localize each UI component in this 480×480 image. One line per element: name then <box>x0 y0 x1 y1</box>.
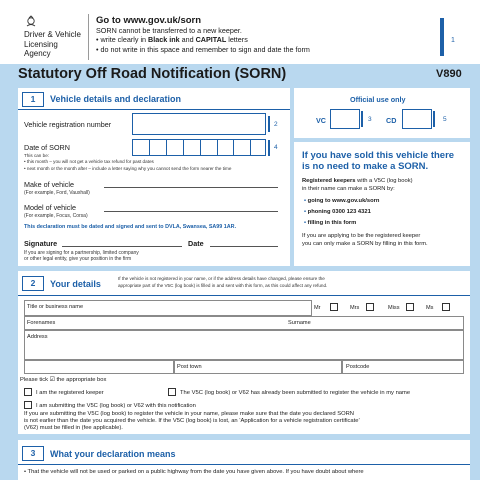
header-line: SORN cannot be transferred to a new keeper. <box>96 26 242 35</box>
company-note: If you are signing for a partnership, limited company <box>24 250 139 256</box>
mr-label: Mr <box>314 305 321 311</box>
bullet-dot-icon: • <box>304 198 307 204</box>
signature-input-line[interactable] <box>62 246 182 247</box>
section1-title: Vehicle details and declaration <box>50 94 182 104</box>
section2-number: 2 <box>22 276 44 291</box>
already-submitted-label: The V5C (log book) or V62 has already been submitted to register the vehicle in my name <box>180 390 411 396</box>
section1-rule <box>18 109 290 110</box>
post-town-label: Post town <box>177 364 202 370</box>
form-code: V890 <box>436 68 462 80</box>
agency-line: Driver & Vehicle <box>24 30 81 39</box>
sold-paragraph: in their name can make a SORN by: <box>302 186 395 192</box>
declaration-note: This declaration must be dated and signed and sent to DVLA, Swansea, SA99 1AR. <box>24 224 237 230</box>
section2-paragraph: is not earlier than the date you acquired the vehicle. If the V5C (log book) is lost, an ‘Application for a vehicle registration certificate’ <box>24 418 360 424</box>
cd-box-number: 5 <box>443 116 447 123</box>
model-label: Model of vehicle <box>24 203 76 212</box>
bullet-text: • write clearly in <box>96 35 149 45</box>
sold-option-online <box>304 198 379 204</box>
agency-line: Agency <box>24 49 51 58</box>
date-label-2: Date <box>188 239 204 248</box>
bullet-text: and <box>179 35 196 45</box>
section2-paragraph: If you are submitting the V5C (log book) to register the vehicle in your name, please make sure that the date you declared SORN <box>24 411 354 417</box>
registered-keeper-label: I am the registered keeper <box>36 390 104 396</box>
cd-box-marker <box>433 111 435 127</box>
section1-number: 1 <box>22 92 44 107</box>
make-example: (For example, Ford, Vauxhall) <box>24 190 90 196</box>
form-title: Statutory Off Road Notification (SORN) <box>18 66 287 82</box>
signature-label: Signature <box>24 239 58 248</box>
mrs-label: Mrs <box>350 305 360 311</box>
section2-paragraph: (V62) must be filled in (fee applicable). <box>24 425 123 431</box>
cd-box <box>402 109 432 129</box>
model-example: (For example, Focus, Corsa) <box>24 213 88 219</box>
address-label: Address <box>27 334 48 340</box>
cd-label: CD <box>386 116 397 125</box>
bullet-dot-icon: • <box>304 220 307 226</box>
reg-label: Vehicle registration number <box>24 120 112 129</box>
date-cell-divider <box>149 140 150 155</box>
reg-box-number: 2 <box>274 121 278 128</box>
date-option: • this month – you will not get a vehicle tax refund for past dates <box>24 159 154 164</box>
date-cell-divider <box>183 140 184 155</box>
section2-rule <box>18 295 470 296</box>
header-heading: Go to www.gov.uk/sorn <box>96 15 202 26</box>
reg-box-marker <box>268 116 270 132</box>
vc-box <box>330 109 360 129</box>
forenames-label: Forenames <box>27 320 56 326</box>
sold-heading: is no need to make a SORN. <box>302 161 429 172</box>
miss-checkbox[interactable] <box>406 303 414 311</box>
sold-option-phone <box>304 209 371 215</box>
sold-paragraph: you can only make a SORN by filling in this form. <box>302 241 428 247</box>
header-bullet <box>96 35 416 44</box>
sold-paragraph <box>302 178 413 185</box>
sold-option-form <box>304 220 356 226</box>
section3-title: What your declaration means <box>50 449 176 459</box>
date-label: Date of SORN <box>24 143 70 152</box>
section2-note: If the vehicle is not registered in your name, or if the address details have changed, please ensure the <box>118 276 325 281</box>
form-id-bar <box>440 18 444 56</box>
section2-note: appropriate part of the V5C (log book) is filled in and sent with this form, as this could affect any refund. <box>118 283 328 288</box>
sold-option-text: filling in this form <box>307 220 357 226</box>
mrs-checkbox[interactable] <box>366 303 374 311</box>
vc-box-marker <box>361 111 363 127</box>
sold-text: with a V5C (log book) <box>355 178 413 184</box>
vc-box-number: 3 <box>368 116 372 123</box>
postcode-label: Postcode <box>346 364 370 370</box>
date-can-be: This can be: <box>24 153 50 158</box>
sold-option-text: phoning 0300 123 4321 <box>307 209 371 215</box>
bullet-dot-icon: • <box>304 209 307 215</box>
address-line-input[interactable] <box>24 360 174 374</box>
make-input-line[interactable] <box>104 187 278 188</box>
surname-label: Surname <box>288 320 311 326</box>
title-business-label: Title or business name <box>27 304 84 310</box>
names-row-input[interactable] <box>24 316 464 330</box>
date-cell-divider <box>200 140 201 155</box>
address-input[interactable] <box>24 330 464 360</box>
date-cell-divider <box>233 140 234 155</box>
make-label: Make of vehicle <box>24 180 74 189</box>
bullet-text: letters <box>226 35 248 45</box>
date-cell-divider <box>250 140 251 155</box>
royal-crest-icon <box>24 15 38 29</box>
section3-number: 3 <box>22 446 44 461</box>
sorn-date-input[interactable] <box>132 139 266 156</box>
bullet-bold: Black ink <box>148 35 180 45</box>
company-note: or other legal entity, give your position in the firm <box>24 256 132 262</box>
sold-heading: If you have sold this vehicle there <box>302 150 455 161</box>
section3-rule <box>18 464 470 465</box>
date-option: • next month or the month after – include a letter saying why you cannot send the form nearer the time <box>24 166 232 171</box>
signed-date-input-line[interactable] <box>210 246 278 247</box>
registered-keeper-checkbox[interactable] <box>24 388 32 396</box>
submitting-v5c-label: I am submitting the V5C (log book) or V62 with this notification <box>36 403 196 409</box>
agency-name <box>24 30 94 59</box>
tick-prompt: Please tick ☑ the appropriate box <box>20 377 107 383</box>
date-box-marker <box>268 140 270 156</box>
section3-bullet: • That the vehicle will not be used or parked on a public highway from the date you have given above. If you have doubt about where <box>24 469 364 475</box>
submitting-v5c-checkbox[interactable] <box>24 401 32 409</box>
sold-paragraph: If you are applying to be the registered keeper <box>302 233 421 239</box>
reg-number-input[interactable] <box>132 113 266 135</box>
form-id-number: 1 <box>451 37 455 44</box>
mr-checkbox[interactable] <box>330 303 338 311</box>
model-input-line[interactable] <box>104 211 278 212</box>
sold-option-text: going to www.gov.uk/sorn <box>307 198 380 204</box>
agency-line: Licensing <box>24 39 58 49</box>
official-use-title: Official use only <box>350 95 406 104</box>
ms-label: Ms <box>426 305 434 311</box>
date-box-number: 4 <box>274 144 278 151</box>
header-bullet: • do not write in this space and remember to sign and date the form <box>96 44 310 54</box>
header-instructions <box>96 15 416 54</box>
form-header <box>0 0 480 64</box>
miss-label: Miss <box>388 305 400 311</box>
section2-title: Your details <box>50 279 101 289</box>
sold-bold: Registered keepers <box>302 178 356 184</box>
bullet-bold: CAPITAL <box>195 35 227 45</box>
vc-label: VC <box>316 116 326 125</box>
header-divider <box>88 14 89 60</box>
date-cell-divider <box>217 140 218 155</box>
date-cell-divider <box>166 140 167 155</box>
ms-checkbox[interactable] <box>442 303 450 311</box>
already-submitted-checkbox[interactable] <box>168 388 176 396</box>
